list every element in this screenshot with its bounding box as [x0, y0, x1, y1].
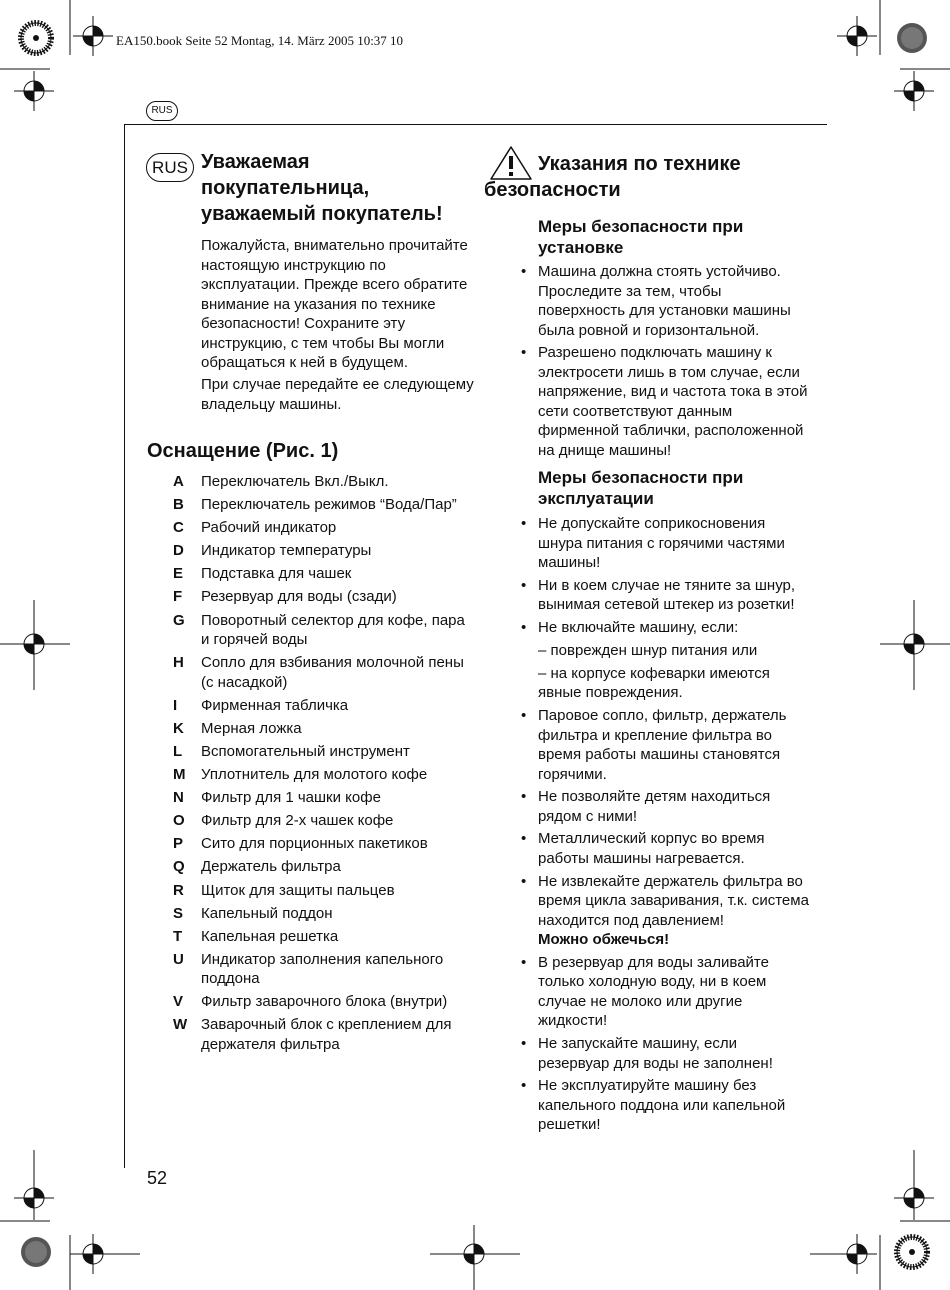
equipment-item	[147, 811, 477, 831]
equipment-item	[147, 495, 477, 515]
equipment-item	[147, 541, 477, 561]
equipment-item-text: Индикатор температуры	[201, 542, 372, 560]
equipment-item-key: H	[173, 654, 184, 672]
equipment-item	[147, 742, 477, 762]
list-item	[521, 872, 811, 950]
equipment-item-text: Индикатор заполнения капельного поддона	[201, 950, 444, 988]
language-tag-small: RUS	[146, 101, 178, 121]
equipment-item-key: D	[173, 542, 184, 560]
equipment-item-key: V	[173, 993, 184, 1011]
equipment-item-text: Резервуар для воды (сзади)	[201, 588, 397, 606]
list-item	[521, 618, 811, 703]
list-item	[521, 787, 811, 826]
equipment-item-key: N	[173, 789, 184, 807]
equipment-item-key: C	[173, 519, 184, 537]
equipment-item-text: Капельная решетка	[201, 927, 339, 945]
bullet-icon: •	[521, 618, 527, 636]
equipment-item-key: G	[173, 611, 185, 629]
equipment-item	[147, 927, 477, 947]
equipment-item-key: W	[173, 1016, 188, 1034]
list-item-text: Не включайте машину, если:	[538, 618, 739, 636]
equipment-item-text: Фильтр для 1 чашки кофе	[201, 789, 381, 807]
list-item	[521, 514, 811, 573]
equipment-item-text: Фильтр для 2-х чашек кофе	[201, 812, 394, 830]
bullet-icon: •	[521, 344, 527, 362]
equipment-item-key: S	[173, 904, 184, 922]
equipment-item-text: Капельный поддон	[201, 904, 333, 922]
equipment-item-key: Q	[173, 858, 185, 876]
equipment-item-text: Сопло для взбивания молочной пены (с насадкой)	[201, 654, 464, 691]
equipment-item-text: Переключатель Вкл./Выкл.	[201, 473, 389, 490]
equipment-item	[147, 788, 477, 808]
equipment-list	[147, 472, 477, 1058]
equipment-item	[147, 1015, 477, 1054]
equipment-item-key: L	[173, 742, 183, 760]
equipment-item-key: M	[173, 766, 186, 784]
bullet-icon: •	[521, 263, 527, 280]
equipment-item	[147, 904, 477, 924]
equipment-item-key: U	[173, 950, 184, 968]
operation-safety-list	[521, 514, 811, 1138]
equipment-item-text: Подставка для чашек	[201, 565, 352, 583]
equipment-item-key: O	[173, 812, 185, 830]
equipment-item	[147, 719, 477, 739]
list-item-text: Паровое сопло, фильтр, держатель фильтра и крепление фильтра во время работы машины становятся горячими.	[538, 707, 787, 783]
margin-rule-horizontal	[124, 124, 827, 125]
list-item-text: Не запускайте машину, если резервуар для воды не заполнен!	[538, 1035, 773, 1072]
equipment-item	[147, 834, 477, 854]
list-item-text: Не извлекайте держатель фильтра во время цикла заваривания, т.к. система находится под давлением!	[538, 872, 809, 929]
equipment-item-key: R	[173, 881, 184, 899]
equipment-item-text: Рабочий индикатор	[201, 519, 337, 537]
list-item-text: Машина должна стоять устойчиво. Проследите за тем, чтобы поверхность для установки машины была ровной и горизонтальной.	[538, 263, 791, 339]
equipment-item	[147, 992, 477, 1012]
equipment-item	[147, 587, 477, 607]
list-item	[521, 953, 811, 1031]
bullet-icon: •	[521, 830, 527, 848]
equipment-item-text: Уплотнитель для молотого кофе	[201, 766, 428, 784]
install-safety-list	[521, 262, 811, 463]
equipment-item	[147, 653, 477, 692]
equipment-item-text: Держатель фильтра	[201, 858, 341, 876]
bullet-icon: •	[521, 515, 527, 532]
equipment-item	[147, 950, 477, 989]
list-item	[521, 1076, 811, 1135]
list-item-text: Не допускайте соприкосновения шнура питания с горячими частями машины!	[538, 515, 785, 571]
bullet-icon: •	[521, 788, 527, 806]
bullet-icon: •	[521, 953, 527, 971]
equipment-item	[147, 881, 477, 901]
equipment-item-key: P	[173, 835, 184, 853]
equipment-item	[147, 857, 477, 877]
equipment-item-key: A	[173, 473, 184, 490]
greeting-paragraph-2: При случае передайте ее следующему владельцу машины.	[201, 376, 474, 413]
list-item-text: Разрешено подключать машину к электросети лишь в том случае, если напряжение, вид и частота тока в этой сети соответствуют данным фирменной таблички, расположенной на днище машины!	[538, 344, 808, 459]
sub-list-item: – поврежден шнур питания или	[538, 642, 758, 660]
page-number: 52	[147, 1168, 168, 1188]
list-item	[521, 262, 811, 340]
equipment-item-key: K	[173, 719, 184, 737]
equipment-item	[147, 518, 477, 538]
equipment-item-text: Мерная ложка	[201, 719, 302, 737]
bullet-icon: •	[521, 707, 527, 725]
sub-list-item: – на корпусе кофеварки имеются явные повреждения.	[538, 664, 770, 702]
equipment-item-text: Вспомогательный инструмент	[201, 742, 410, 760]
equipment-item	[147, 564, 477, 584]
equipment-item	[147, 472, 477, 492]
equipment-item-text: Переключатель режимов “Вода/Пар”	[201, 496, 457, 514]
equipment-title: Оснащение (Рис. 1)	[147, 440, 339, 462]
safety-title: Указания по технике безопасности	[484, 153, 741, 201]
equipment-item-key: B	[173, 496, 184, 514]
equipment-item-key: I	[173, 696, 178, 714]
list-item	[521, 1034, 811, 1073]
equipment-item	[147, 765, 477, 785]
bullet-icon: •	[521, 576, 527, 594]
equipment-item-key: E	[173, 565, 184, 583]
list-item	[521, 576, 811, 615]
bullet-icon: •	[521, 1035, 527, 1052]
burn-warning: Можно обжечься!	[538, 931, 670, 949]
list-item	[521, 706, 811, 784]
equipment-item-text: Фирменная табличка	[201, 696, 349, 714]
equipment-item-text: Сито для порционных пакетиков	[201, 835, 428, 853]
list-item-text: Не позволяйте детям находиться рядом с ними!	[538, 788, 771, 825]
equipment-item-text: Щиток для защиты пальцев	[201, 881, 395, 899]
equipment-item	[147, 611, 477, 650]
file-info-header: EA150.book Seite 52 Montag, 14. März 2005 10:37 10	[116, 33, 404, 48]
greeting-title: Уважаемая покупательница, уважаемый покупатель!	[201, 151, 443, 225]
list-item-text: В резервуар для воды заливайте только холодную воду, ни в коем случае не молоко или другие жидкости!	[538, 953, 769, 1030]
equipment-item-key: T	[173, 927, 183, 945]
bullet-icon: •	[521, 872, 527, 890]
list-item-text: Не эксплуатируйте машину без капельного поддона или капельной решетки!	[538, 1077, 786, 1134]
list-item	[521, 829, 811, 868]
install-safety-title: Меры безопасности при установке	[538, 217, 744, 257]
sub-list	[538, 641, 811, 703]
equipment-item-key: F	[173, 588, 183, 606]
operation-safety-title: Меры безопасности при эксплуатации	[538, 468, 744, 508]
list-item-text: Ни в коем случае не тяните за шнур, вынимая сетевой штекер из розетки!	[538, 576, 796, 614]
equipment-item-text: Фильтр заварочного блока (внутри)	[201, 993, 448, 1011]
bullet-icon: •	[521, 1077, 527, 1095]
equipment-item-text: Заварочный блок с креплением для держателя фильтра	[201, 1016, 452, 1053]
equipment-item-text: Поворотный селектор для кофе, пара и горячей воды	[201, 611, 465, 649]
list-item	[521, 343, 811, 460]
margin-rule-vertical	[124, 124, 125, 1168]
equipment-item	[147, 696, 477, 716]
language-badge: RUS	[146, 153, 194, 182]
list-item-text: Металлический корпус во время работы машины нагревается.	[538, 830, 765, 867]
greeting-paragraph-1: Пожалуйста, внимательно прочитайте настоящую инструкцию по эксплуатации. Прежде всего обратите внимание на указания по технике безопасности! Сохраните эту инструкцию, с тем чтобы Вы могли обращаться к ней в будущем.	[201, 237, 468, 371]
